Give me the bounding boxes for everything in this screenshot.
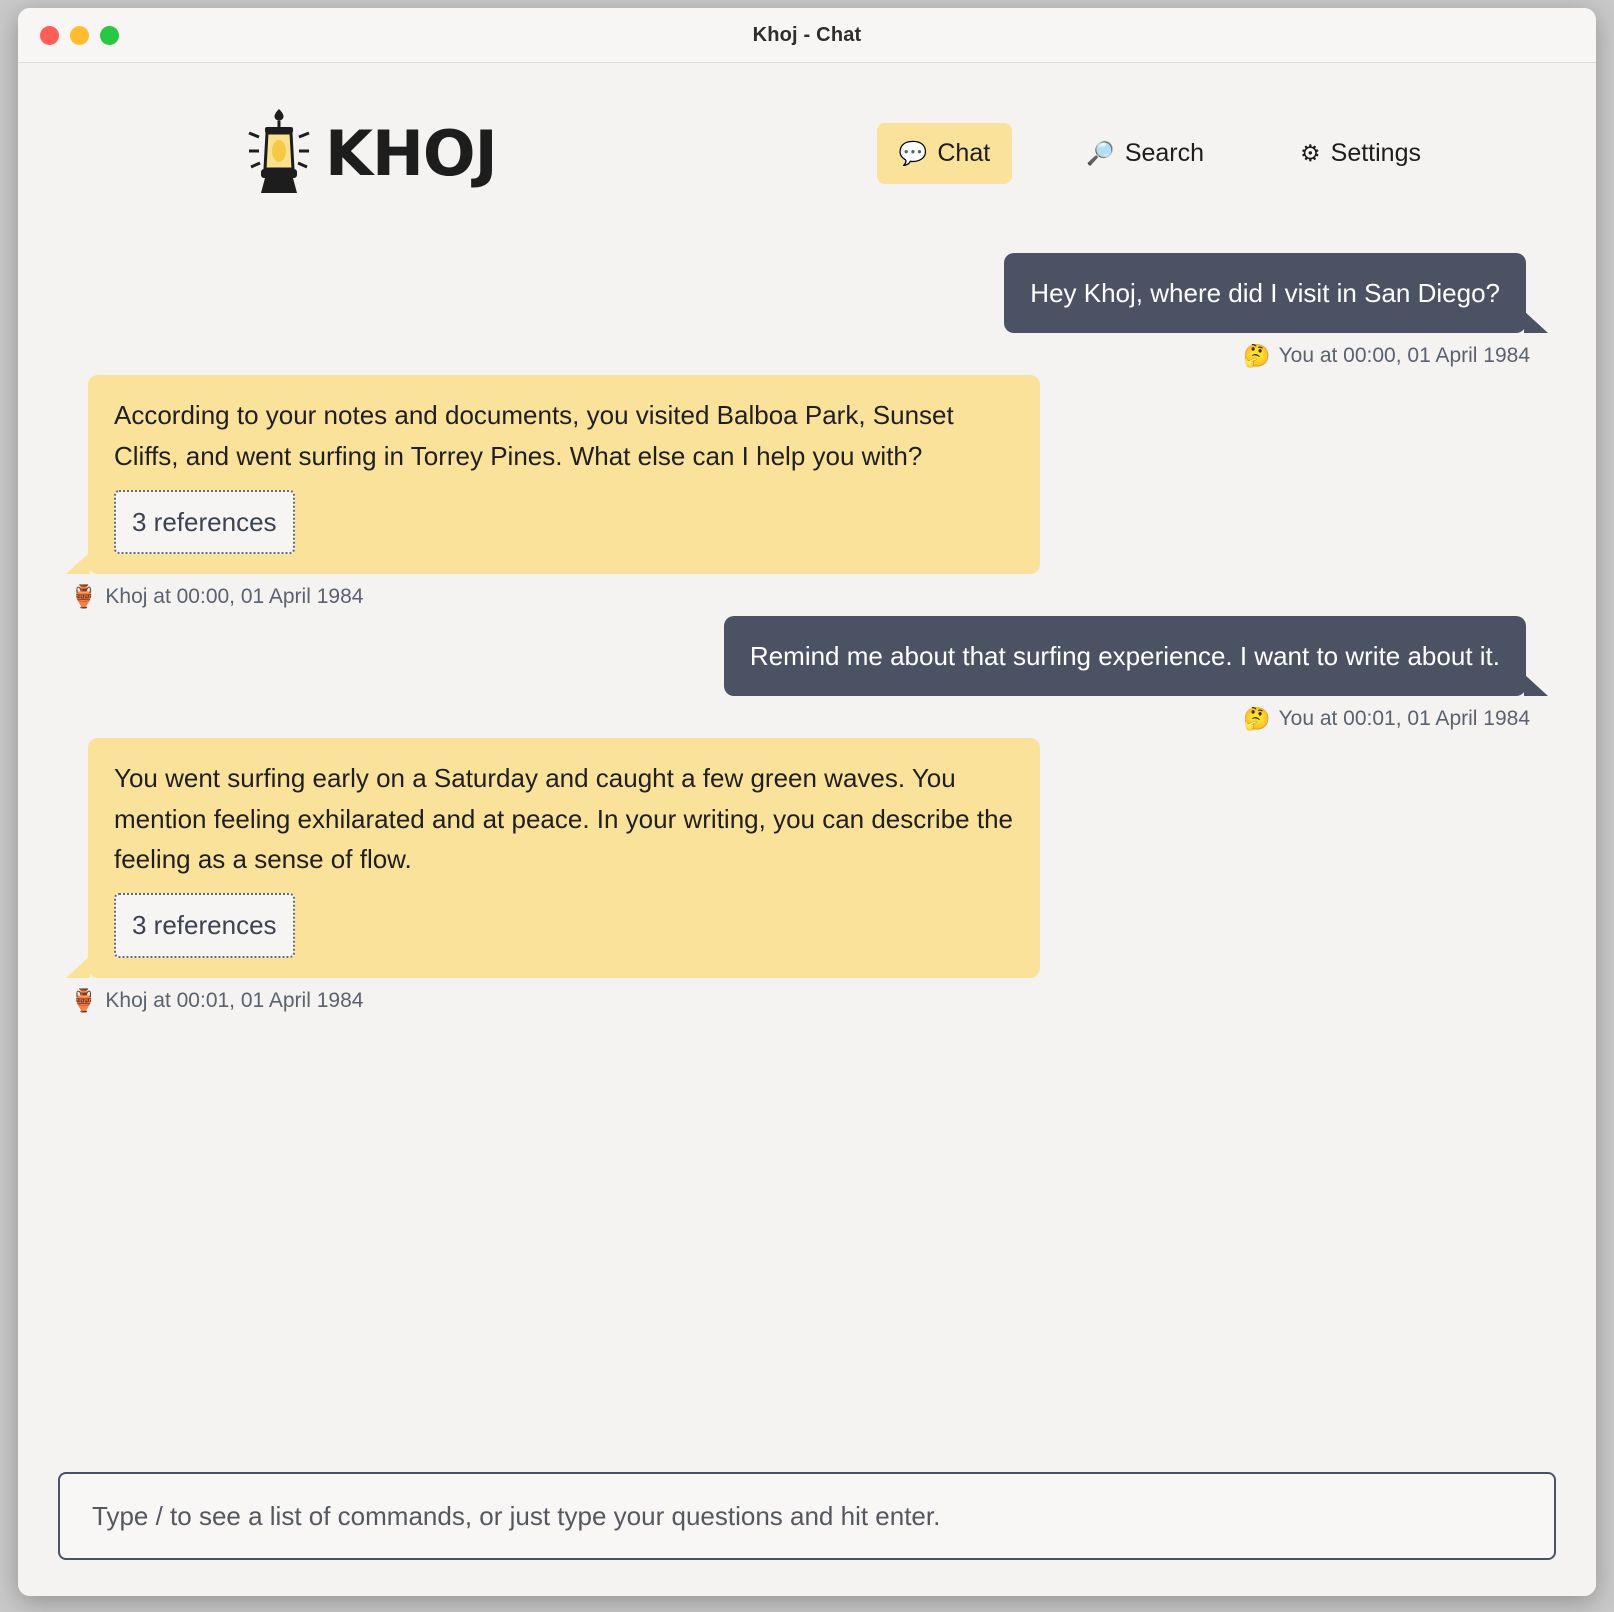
thinking-face-icon: 🤔 — [1243, 706, 1271, 732]
message-meta-text: Khoj at 00:00, 01 April 1984 — [105, 585, 364, 609]
brand-logo — [243, 105, 497, 201]
window-title: Khoj - Chat — [752, 24, 862, 46]
tab-settings[interactable] — [1278, 123, 1443, 184]
app-header — [18, 63, 1596, 213]
message-text: Remind me about that surfing experience. I want to write about it. — [749, 641, 1500, 672]
tab-chat-label: Chat — [937, 138, 991, 167]
references-button[interactable]: 3 references — [114, 893, 295, 957]
tab-settings-label: Settings — [1330, 138, 1421, 167]
message-meta — [1243, 343, 1530, 369]
main-nav — [877, 123, 1443, 184]
message-meta-text: You at 00:00, 01 April 1984 — [1278, 344, 1530, 368]
references-button[interactable]: 3 references — [114, 490, 295, 554]
app-window — [18, 8, 1596, 1596]
thinking-face-icon: 🤔 — [1243, 343, 1271, 369]
lantern-icon — [243, 105, 315, 201]
tab-search-label: Search — [1124, 138, 1205, 167]
message-bubble — [724, 616, 1526, 696]
message-meta-text: Khoj at 00:01, 01 April 1984 — [105, 988, 364, 1012]
lantern-emoji-icon: 🏺 — [70, 584, 98, 610]
chat-message-user — [58, 253, 1556, 369]
chat-message-khoj — [58, 738, 1556, 1013]
message-meta — [70, 988, 363, 1014]
speech-bubble-icon: 💬 — [898, 139, 928, 166]
message-meta — [1243, 706, 1530, 732]
chat-message-khoj — [58, 375, 1556, 610]
message-text: Hey Khoj, where did I visit in San Diego? — [1030, 278, 1500, 308]
chat-message-user — [58, 616, 1556, 732]
message-meta-text: You at 00:01, 01 April 1984 — [1278, 707, 1530, 731]
brand-name: KHOJ — [325, 116, 497, 190]
chat-input-area — [18, 1472, 1596, 1596]
tab-chat[interactable] — [877, 123, 1012, 184]
message-bubble — [1004, 253, 1526, 333]
chat-message-list[interactable] — [18, 213, 1596, 1472]
app-content — [18, 63, 1596, 1596]
gear-icon: ⚙ — [1300, 139, 1321, 166]
tab-search[interactable] — [1064, 123, 1226, 184]
title-bar — [18, 8, 1596, 63]
magnifier-icon: 🔎 — [1086, 139, 1115, 166]
message-bubble — [88, 375, 1040, 574]
lantern-emoji-icon: 🏺 — [70, 987, 98, 1013]
chat-input[interactable] — [58, 1472, 1556, 1560]
message-text: According to your notes and documents, you visited Balboa Park, Sunset Cliffs, and went surfing in Torrey Pines. What else can I help you with? — [114, 400, 954, 471]
message-bubble — [88, 738, 1040, 977]
message-meta — [70, 584, 363, 610]
message-text: You went surfing early on a Saturday and caught a few green waves. You mention feeling exhilarated and at peace. In your writing, you can describe the feeling as a sense of flow. — [114, 763, 1013, 875]
